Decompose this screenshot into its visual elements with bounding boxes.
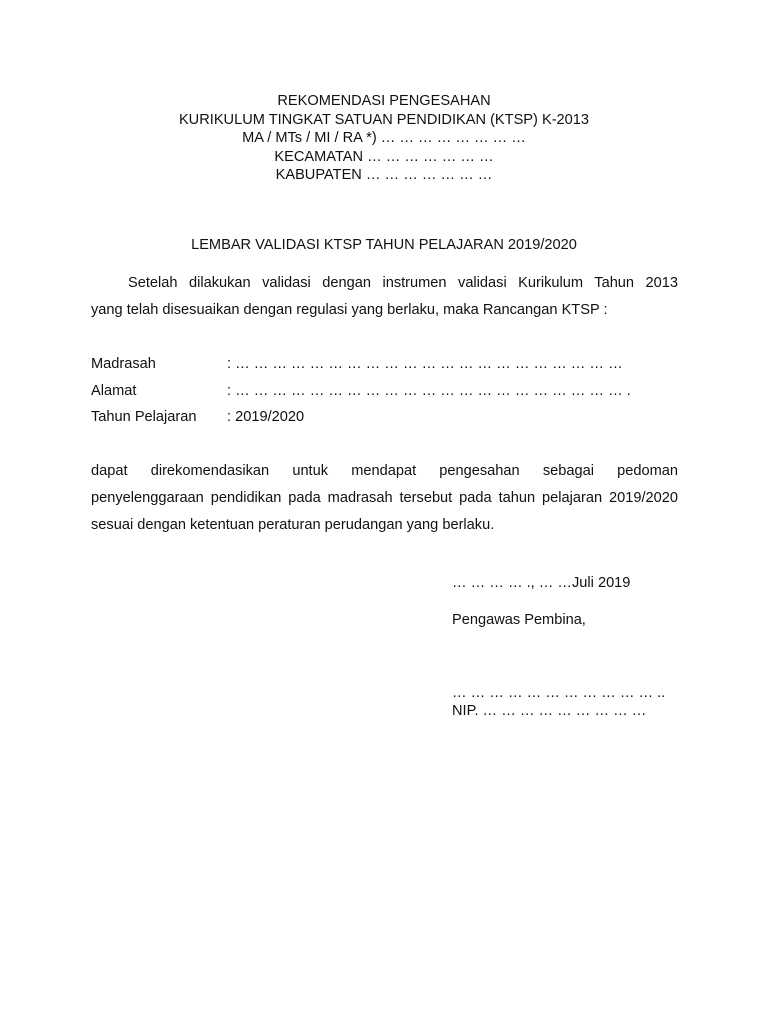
document-header: [0, 92, 768, 185]
field-label-alamat: Alamat: [91, 382, 137, 399]
intro-paragraph: [91, 270, 678, 324]
field-row-alamat: [91, 378, 678, 405]
field-row-tahun-pelajaran: [91, 404, 678, 431]
validation-title: LEMBAR VALIDASI KTSP TAHUN PELAJARAN 2019/2020: [191, 237, 577, 253]
signature-name-line: … … … … … … … … … … … ..: [452, 685, 666, 701]
intro-line-1: Setelah dilakukan validasi dengan instrumen validasi Kurikulum Tahun 2013: [128, 275, 678, 291]
header-kecamatan: KECAMATAN … … … … … … …: [274, 148, 494, 165]
field-value-alamat: : … … … … … … … … … … … … … … … … … … … … … .: [227, 382, 631, 399]
field-value-madrasah: : … … … … … … … … … … … … … … … … … … … … …: [227, 356, 623, 372]
header-kabupaten: KABUPATEN … … … … … … …: [275, 167, 493, 183]
header-title: REKOMENDASI PENGESAHAN: [277, 93, 491, 109]
recommendation-line-3: sesuai dengan ketentuan peraturan perudangan yang berlaku.: [91, 517, 495, 533]
signature-nip: NIP. … … … … … … … … …: [452, 703, 647, 719]
signature-date: … … … … ., … …Juli 2019: [452, 575, 631, 591]
field-label-madrasah: Madrasah: [91, 356, 156, 372]
recommendation-paragraph: [91, 458, 678, 539]
recommendation-line-1: dapat direkomendasikan untuk mendapat pengesahan sebagai pedoman: [91, 463, 678, 479]
field-value-tahun-pelajaran: : 2019/2020: [227, 409, 305, 425]
signature-role: Pengawas Pembina,: [452, 612, 586, 628]
identity-fields: [91, 351, 678, 431]
header-curriculum: KURIKULUM TINGKAT SATUAN PENDIDIKAN (KTSP) K-2013: [178, 111, 590, 128]
field-label-tahun-pelajaran: Tahun Pelajaran: [91, 409, 197, 425]
intro-line-2: yang telah disesuaikan dengan regulasi yang berlaku, maka Rancangan KTSP :: [91, 302, 608, 318]
field-row-madrasah: [91, 351, 678, 378]
header-madrasah-type: MA / MTs / MI / RA *) … … … … … … … …: [242, 130, 526, 146]
recommendation-line-2: penyelenggaraan pendidikan pada madrasah tersebut pada tahun pelajaran 2019/2020: [91, 490, 678, 506]
